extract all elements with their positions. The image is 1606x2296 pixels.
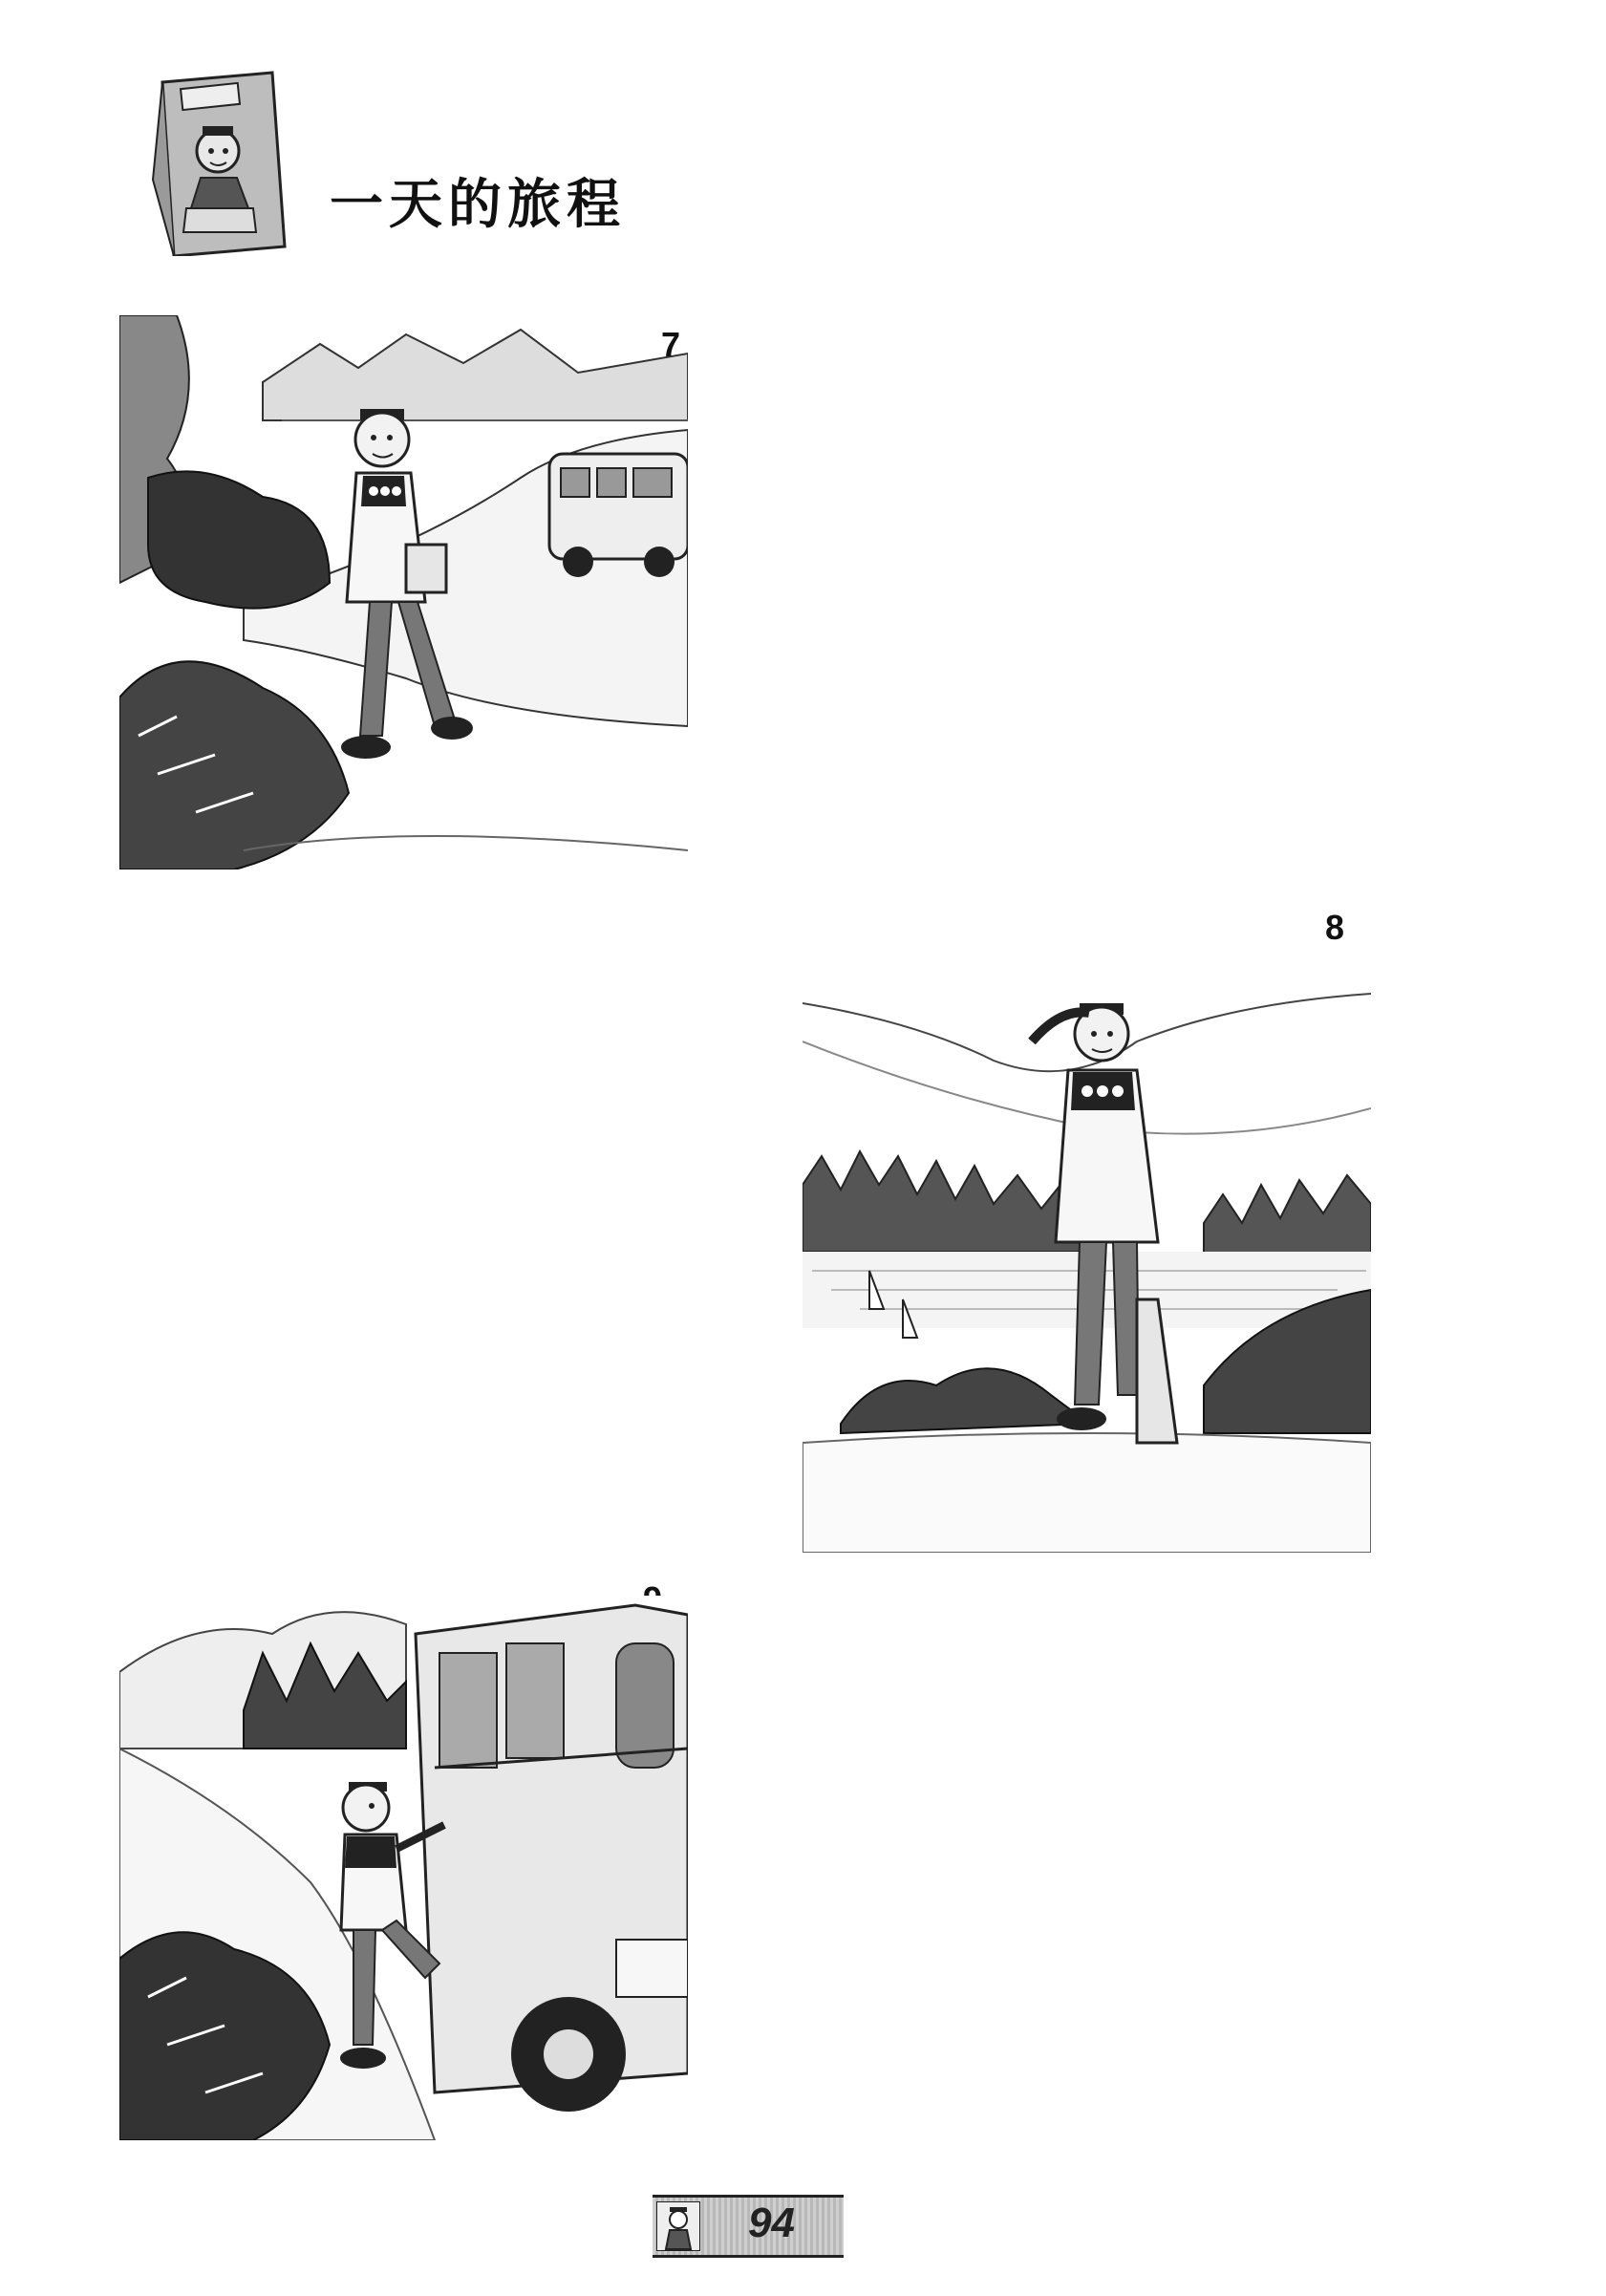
bus-icon [549,454,688,577]
comic-panel-7 [119,315,688,869]
page-title: 一天的旅程 [330,174,626,236]
comic-panel-9 [119,1596,688,2140]
panel-number-8: 8 [1325,908,1345,947]
header-character-badge [143,65,287,256]
panel-7-illustration [119,315,688,869]
page-footer [653,2195,844,2258]
comic-panel-8 [803,984,1371,1553]
character-portrait-icon [656,2201,700,2251]
page-number: 94 [748,2199,795,2246]
panel-9-illustration [119,1596,688,2140]
bus-icon [416,1605,688,2112]
character-portrait-icon [143,65,287,256]
panel-8-illustration [803,984,1371,1553]
panel-number-7: 7 [661,325,681,364]
